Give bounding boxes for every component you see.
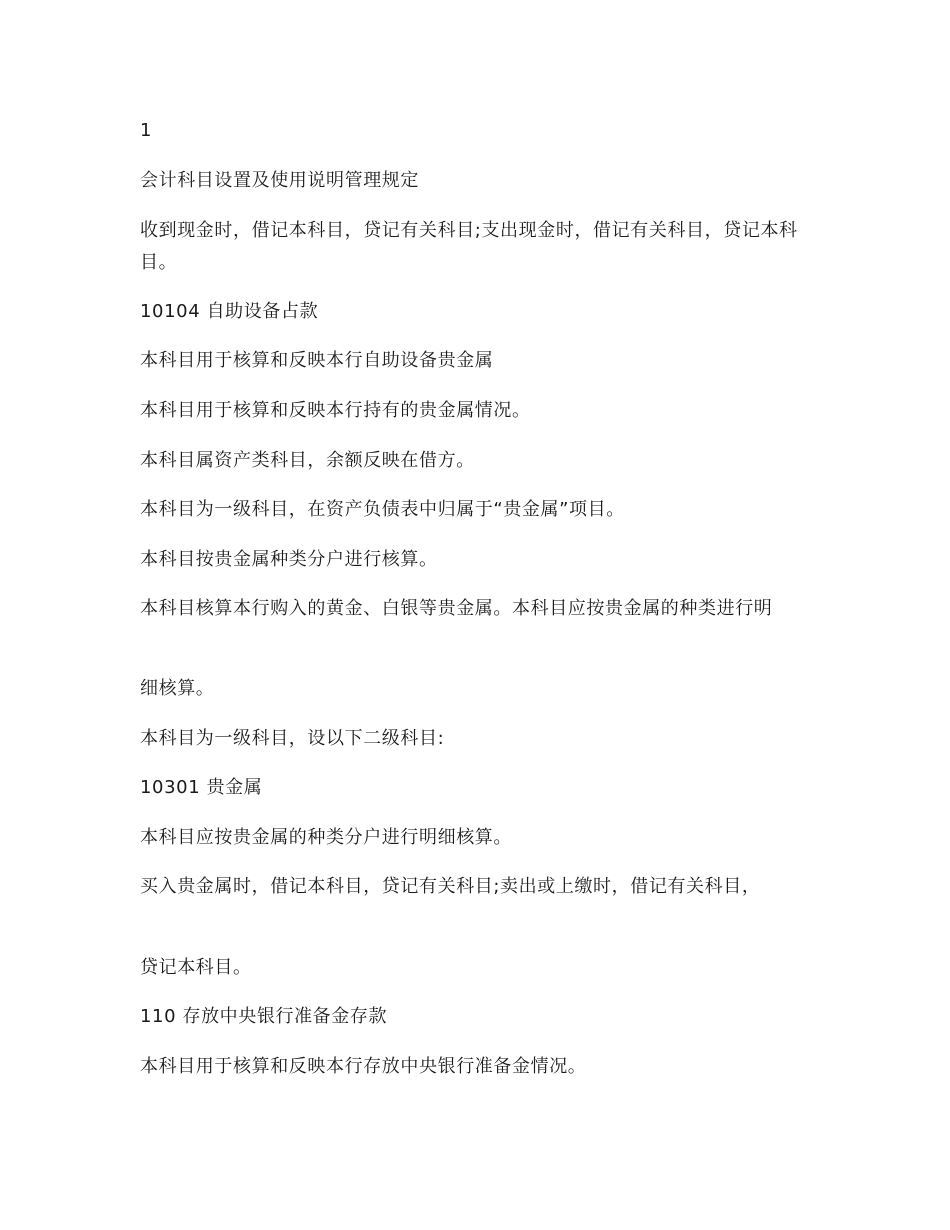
account-heading: 10104 自助设备占款 (140, 301, 319, 322)
paragraph: 本科目用于核算和反映本行持有的贵金属情况。 (140, 400, 531, 421)
paragraph: 本科目应按贵金属的种类分户进行明细核算。 (140, 827, 512, 848)
paragraph: 本科目用于核算和反映本行存放中央银行准备金情况。 (140, 1056, 587, 1077)
paragraph: 本科目为一级科目，在资产负债表中归属于“贵金属”项目。 (140, 499, 625, 520)
document-title: 会计科目设置及使用说明管理规定 (140, 170, 419, 191)
paragraph: 细核算。 (140, 678, 215, 699)
paragraph: 本科目为一级科目，设以下二级科目: (140, 728, 445, 749)
account-heading: 10301 贵金属 (140, 777, 263, 798)
paragraph: 贷记本科目。 (140, 957, 252, 978)
paragraph: 收到现金时，借记本科目，贷记有关科目;支出现金时，借记有关科目，贷记本科目。 (140, 220, 798, 273)
paragraph: 本科目用于核算和反映本行自助设备贵金属 (140, 350, 494, 371)
paragraph: 买入贵金属时，借记本科目，贷记有关科目;卖出或上缴时，借记有关科目， (140, 876, 761, 897)
account-heading: 110 存放中央银行准备金存款 (140, 1006, 388, 1027)
page-number: 1 (140, 120, 153, 141)
paragraph: 本科目按贵金属种类分户进行核算。 (140, 549, 438, 570)
paragraph: 本科目属资产类科目，余额反映在借方。 (140, 450, 475, 471)
paragraph: 本科目核算本行购入的黄金、白银等贵金属。本科目应按贵金属的种类进行明 (140, 598, 773, 619)
